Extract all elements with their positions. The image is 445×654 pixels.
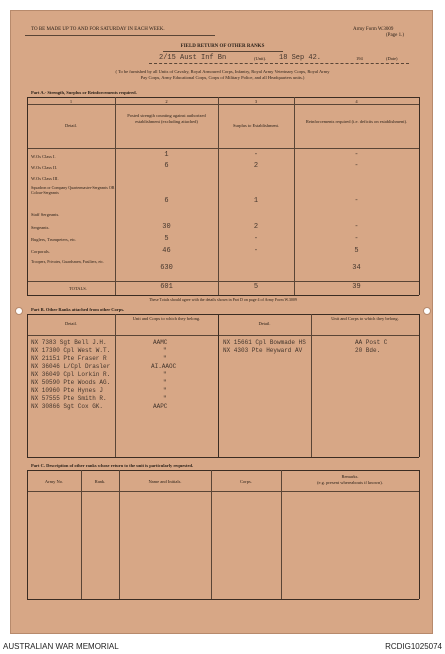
part-b-left-border	[27, 314, 28, 457]
row-detail-sergeants: Sergeants.	[31, 225, 50, 230]
reinf-wo-class-2: -	[354, 162, 359, 170]
part-c-top-rule	[27, 470, 419, 471]
part-a-header-rule	[27, 148, 419, 149]
col-header-surplus: Surplus to Establishment.	[232, 123, 280, 128]
part-c-header-rule	[27, 491, 419, 492]
col-number-3: 3	[254, 99, 258, 104]
part-c-left-border	[27, 470, 28, 599]
part-b-right-unit: AA Post C	[355, 339, 388, 346]
part-b-left-detail: NX 57555 Pte Smith R.	[31, 395, 107, 402]
posted-wo-class-1: 1	[164, 151, 169, 159]
punch-hole	[15, 307, 23, 315]
part-b-left-unit: "	[163, 379, 167, 386]
part-b-left-detail: NX 7383 Sgt Bell J.H.	[31, 339, 107, 346]
furnish-note-line-2: Pay Corps, Army Educational Corps, Corps of Military Police, and all Headquarters units.)	[140, 75, 305, 80]
archive-name: AUSTRALIAN WAR MEMORIAL	[3, 642, 119, 651]
total-surplus: 5	[253, 283, 259, 291]
furnish-note-line-1: ( To be furnished by all Units of Cavalry, Royal Armoured Corps, Infantry, Royal Army Veterinary Corps, Royal Army	[115, 69, 330, 74]
part-c-header-rank: Rank.	[94, 479, 106, 484]
form-name: Army Form W.3009	[353, 27, 394, 32]
totals-label: TOTALS.	[69, 286, 87, 291]
date-value: 18 Sep 42.	[279, 54, 322, 62]
row-detail-staff-sergeants: Staff Sergeants.	[31, 212, 60, 217]
part-b-right-detail: NX 15661 Cpl Bowmade HS	[223, 339, 306, 346]
part-c-col-divider-2	[119, 470, 120, 599]
part-b-left-unit: AI.AAOC	[151, 363, 177, 370]
part-b-left-detail: NX 21151 Pte Fraser R	[31, 355, 107, 362]
surplus-cqms: 1	[253, 197, 259, 205]
posted-cqms: 6	[164, 197, 169, 205]
part-c-bottom-rule	[27, 599, 419, 600]
row-detail-buglers: Buglers, Trumpeters, etc.	[31, 237, 77, 242]
col-header-reinforcements: Reinforcements required (i.e. deficits on establishment).	[305, 119, 408, 124]
form-title: FIELD RETURN OF OTHER RANKS	[180, 44, 265, 49]
part-b-header-detail-right: Detail.	[258, 321, 271, 326]
col-number-1: 1	[69, 99, 73, 104]
part-a-totals-rule	[27, 281, 419, 282]
part-b-left-detail: NX 36049 Cpl Lorkin R.	[31, 371, 111, 378]
instruction-underline	[25, 35, 215, 36]
row-detail-cqms: Squadron or Company Quartermaster-Sergeants OR Colour-Sergeants	[31, 185, 115, 195]
instruction-text: TO BE MADE UP TO AND FOR SATURDAY IN EACH WEEK.	[31, 27, 165, 32]
part-b-header-unit-left: Unit and Corps to which they belong.	[132, 316, 201, 321]
archive-reference: RCDIG1025074	[385, 642, 442, 651]
part-b-right-unit: 20 Bde.	[355, 347, 381, 354]
part-b-right-border	[419, 314, 420, 457]
posted-sergeants: 30	[162, 223, 171, 231]
punch-hole	[423, 307, 431, 315]
surplus-corporals: -	[253, 247, 259, 255]
part-b-left-unit: AAMC	[153, 339, 168, 346]
reinf-corporals: 5	[354, 247, 359, 255]
part-b-left-unit: "	[163, 371, 167, 378]
part-b-left-unit: "	[163, 347, 167, 354]
posted-wo-class-2: 6	[164, 162, 169, 170]
part-b-header-unit-right: Unit and Corps to which they belong.	[331, 316, 399, 321]
part-c-header-corps: Corps.	[240, 479, 252, 484]
part-c-col-divider-4	[281, 470, 282, 599]
reinf-buglers: -	[354, 235, 359, 243]
part-b-left-unit: "	[163, 387, 167, 394]
posted-buglers: 5	[164, 235, 169, 243]
date-label: (Date)	[386, 56, 398, 61]
totals-footnote: These Totals should agree with the details shown in Part D on page 4 of Army Form W.3009	[149, 297, 297, 302]
part-b-left-detail: NX 36046 L/Cpl Drasler	[31, 363, 111, 370]
reinf-wo-class-1: -	[354, 151, 359, 159]
part-b-col-divider-3	[311, 314, 312, 457]
part-a-top-rule	[27, 97, 419, 98]
row-detail-troopers: Troopers, Privates, Guardsmen, Fusiliers, etc.	[31, 259, 105, 264]
title-underline	[163, 51, 283, 52]
part-c-header-remarks: Remarks.	[341, 474, 359, 479]
reinf-sergeants: -	[354, 223, 359, 231]
part-b-bottom-rule	[27, 457, 419, 458]
part-b-title: Part B. Other Ranks attached from other Corps.	[31, 307, 125, 312]
posted-corporals: 46	[162, 247, 171, 255]
part-c-col-divider-3	[211, 470, 212, 599]
part-b-right-detail: NX 4303 Pte Heyward AV	[223, 347, 303, 354]
surplus-buglers: -	[253, 235, 259, 243]
part-a-right-border	[419, 97, 420, 295]
unit-label: (Unit).	[254, 56, 267, 61]
col-header-detail: Detail.	[64, 123, 78, 128]
archive-footer	[0, 639, 445, 654]
part-c-title: Part C. Description of other ranks whose return to the unit is particularly requested.	[31, 463, 194, 468]
col-header-posted: Posted strength counting against authorized establishment (excluding attached)	[127, 113, 206, 124]
posted-troopers: 630	[160, 264, 173, 272]
reinf-troopers: 34	[352, 264, 361, 272]
form-paper	[10, 10, 433, 634]
row-detail-corporals: Corporals.	[31, 249, 50, 254]
part-b-left-unit: AAPC	[153, 403, 168, 410]
part-b-left-detail: NX 30866 Sgt Cox GK.	[31, 403, 104, 410]
part-b-center-divider	[218, 314, 219, 457]
row-detail-wo-class-2: W.Os Class II.	[31, 165, 58, 170]
surplus-wo-class-1: -	[253, 151, 259, 159]
total-reinforcements: 39	[352, 283, 361, 291]
row-detail-wo-class-3: W.Os Class III.	[31, 176, 59, 181]
surplus-sergeants: 2	[253, 223, 259, 231]
part-a-title: Part A.- Strength, Surplus or Reinforcements required.	[31, 90, 137, 95]
col-number-2: 2	[165, 99, 168, 104]
part-b-header-rule	[27, 335, 419, 336]
part-a-bottom-rule	[27, 295, 419, 296]
part-b-header-detail-left: Detail.	[64, 321, 78, 326]
total-posted: 601	[160, 283, 173, 291]
part-b-left-detail: NX 17300 Cpl West W.T.	[31, 347, 111, 354]
part-c-col-divider-1	[81, 470, 82, 599]
part-c-header-army-no: Army No.	[44, 479, 64, 484]
part-b-left-unit: "	[163, 395, 167, 402]
part-b-left-detail: NX 50590 Pte Woods AG.	[31, 379, 111, 386]
row-detail-wo-class-1: W.Os Class I.	[31, 154, 56, 159]
date-year: 194	[356, 56, 363, 61]
reinf-cqms: -	[354, 197, 359, 205]
part-b-left-unit: "	[163, 355, 167, 362]
surplus-wo-class-2: 2	[253, 162, 259, 170]
page-number: (Page 1.)	[386, 33, 405, 38]
col-number-4: 4	[355, 99, 358, 104]
part-c-right-border	[419, 470, 420, 599]
part-c-header-remarks-note: (e.g. present whereabouts if known).	[317, 480, 383, 485]
part-b-top-rule	[27, 314, 419, 315]
unit-date-dotted-line	[149, 63, 409, 64]
unit-value: 2/15 Aust Inf Bn	[159, 54, 227, 62]
part-c-header-name: Name and Initials.	[148, 479, 182, 484]
part-b-left-detail: NX 10960 Pte Hynes J	[31, 387, 104, 394]
